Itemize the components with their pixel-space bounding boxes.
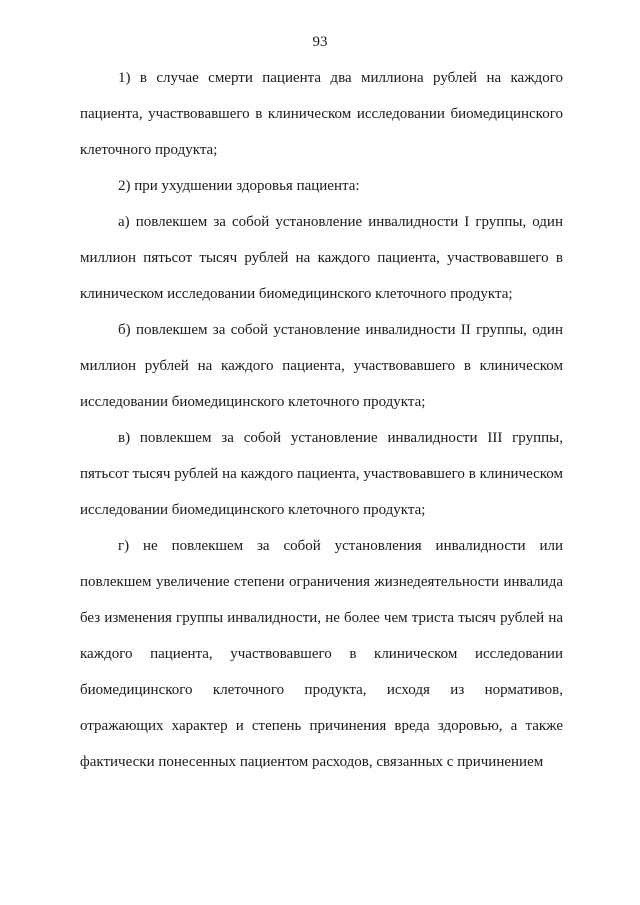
paragraph-subitem-b-disability-group-2: б) повлекшем за собой установление инвалидности II группы, один миллион рублей на каждого пациента, участвовавшего в клиническом исследовании биомедицинского клеточного продукта; (80, 322, 563, 410)
paragraph-item-1-death: 1) в случае смерти пациента два миллиона рублей на каждого пациента, участвовавшего в клиническом исследовании биомедицинского клеточного продукта; (80, 70, 563, 158)
page-number: 93 (312, 34, 328, 50)
paragraph-subitem-v-disability-group-3: в) повлекшем за собой установление инвалидности III группы, пятьсот тысяч рублей на каждого пациента, участвовавшего в клиническом исследовании биомедицинского клеточного продукта; (80, 430, 563, 518)
paragraph-item-2-health-deterioration: 2) при ухудшении здоровья пациента: (118, 178, 360, 194)
paragraph-subitem-a-disability-group-1: а) повлекшем за собой установление инвалидности I группы, один миллион пятьсот тысяч рублей на каждого пациента, участвовавшего в клиническом исследовании биомедицинского клеточного продукта; (80, 214, 563, 302)
paragraph-subitem-g-no-disability: г) не повлекшем за собой установления инвалидности или повлекшем увеличение степени ограничения жизнедеятельности инвалида без изменения группы инвалидности, не более чем триста тысяч рублей на каждого пациента, участвовавшего в клиническом исследовании биомедицинского клеточного продукта, исходя из нормативов, отражающих характер и степень причинения вреда здоровью, а также фактически понесенных пациентом расходов, связанных с причинением (80, 538, 563, 770)
